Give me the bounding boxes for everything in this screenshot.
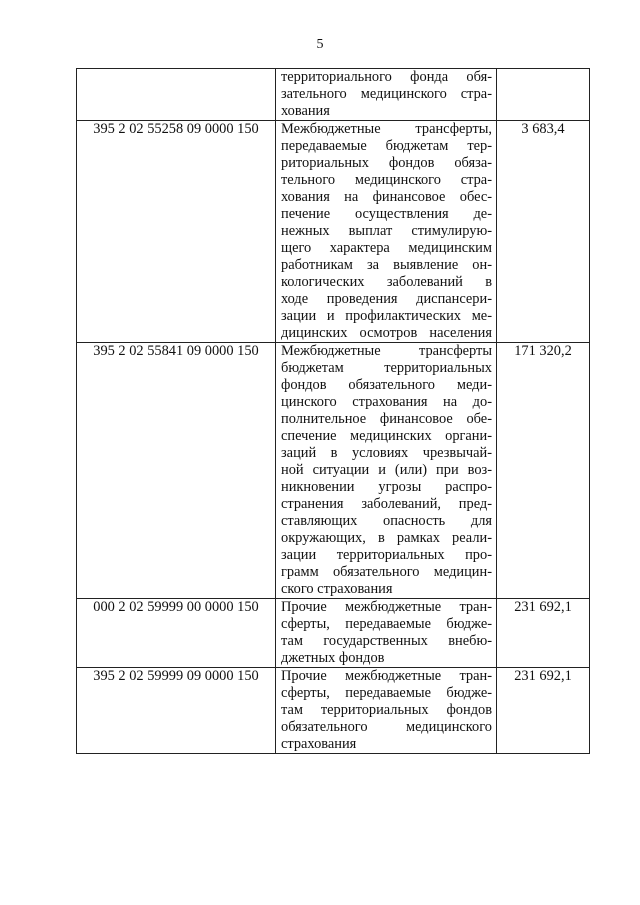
description-line: риториальных фондов обяза- (281, 155, 492, 171)
budget-code-cell (77, 121, 276, 343)
description-line: работникам за выявление он- (281, 257, 492, 273)
description-cell (276, 121, 497, 343)
description-line: ского страхования (281, 581, 393, 597)
amount-value: 231 692,1 (514, 599, 572, 615)
description-line: Прочие межбюджетные тран- (281, 668, 492, 684)
table-row (77, 343, 590, 599)
amount-cell (497, 343, 590, 599)
description-line: зации и профилактических ме- (281, 308, 492, 324)
description-line: цинского страхования на до- (281, 394, 492, 410)
description-line: Прочие межбюджетные тран- (281, 599, 492, 615)
description-line: бюджетам территориальных (281, 360, 492, 376)
description-line: зательного медицинского стра- (281, 86, 492, 102)
description-line: Межбюджетные трансферты (281, 343, 492, 359)
description-line: никновении угрозы распро- (281, 479, 492, 495)
budget-code-cell (77, 668, 276, 754)
description-line: щего характера медицинским (281, 240, 492, 256)
budget-code-cell (77, 599, 276, 668)
page-number: 5 (316, 37, 324, 52)
description-line: там государственных внебю- (281, 633, 492, 649)
table-row (77, 599, 590, 668)
description-line: ной ситуации и (или) при воз- (281, 462, 492, 478)
description-line: нежных выплат стимулирую- (281, 223, 492, 239)
description-line: ходе проведения диспансери- (281, 291, 492, 307)
description-line: обязательного медицинского (281, 719, 492, 735)
description-line: окружающих, в рамках реали- (281, 530, 492, 546)
amount-cell (497, 69, 590, 121)
description-cell (276, 668, 497, 754)
description-line: печение осуществления де- (281, 206, 492, 222)
amount-value: 3 683,4 (521, 121, 565, 137)
description-cell (276, 599, 497, 668)
amount-cell (497, 668, 590, 754)
description-line: странения заболеваний, пред- (281, 496, 492, 512)
budget-table-body (77, 69, 590, 754)
description-line: Межбюджетные трансферты, (281, 121, 492, 137)
budget-code (77, 69, 275, 86)
amount-value (497, 69, 589, 86)
description-line: полнительное финансовое обе- (281, 411, 492, 427)
budget-table (76, 68, 590, 754)
description-line: заций в условиях чрезвычай- (281, 445, 492, 461)
table-row (77, 121, 590, 343)
description-line: сферты, передаваемые бюдже- (281, 685, 492, 701)
description-line: хования на финансовое обес- (281, 189, 492, 205)
budget-code: 395 2 02 55258 09 0000 150 (93, 121, 259, 137)
amount-value: 171 320,2 (514, 343, 572, 359)
description-line: страхования (281, 736, 357, 752)
budget-code: 395 2 02 59999 09 0000 150 (93, 668, 259, 684)
description-line: хования (281, 103, 330, 119)
amount-cell (497, 121, 590, 343)
description-cell (276, 343, 497, 599)
table-row (77, 69, 590, 121)
description-line: тельного медицинского стра- (281, 172, 492, 188)
description-line: грамм обязательного медицин- (281, 564, 492, 580)
description-line: там территориальных фондов (281, 702, 492, 718)
budget-code: 395 2 02 55841 09 0000 150 (93, 343, 259, 359)
description-line: сферты, передаваемые бюдже- (281, 616, 492, 632)
description-cell (276, 69, 497, 121)
budget-code: 000 2 02 59999 00 0000 150 (93, 599, 259, 615)
budget-code-cell (77, 343, 276, 599)
amount-cell (497, 599, 590, 668)
amount-value: 231 692,1 (514, 668, 572, 684)
budget-code-cell (77, 69, 276, 121)
description-line: зации территориальных про- (281, 547, 492, 563)
description-line: дицинских осмотров населения (281, 325, 492, 341)
description-line: джетных фондов (281, 650, 385, 666)
description-line: ставляющих опасность для (281, 513, 492, 529)
table-row (77, 668, 590, 754)
description-line: территориального фонда обя- (281, 69, 492, 85)
description-line: спечение медицинских органи- (281, 428, 492, 444)
description-line: кологических заболеваний в (281, 274, 492, 290)
description-line: передаваемые бюджетам тер- (281, 138, 492, 154)
description-line: фондов обязательного меди- (281, 377, 492, 393)
